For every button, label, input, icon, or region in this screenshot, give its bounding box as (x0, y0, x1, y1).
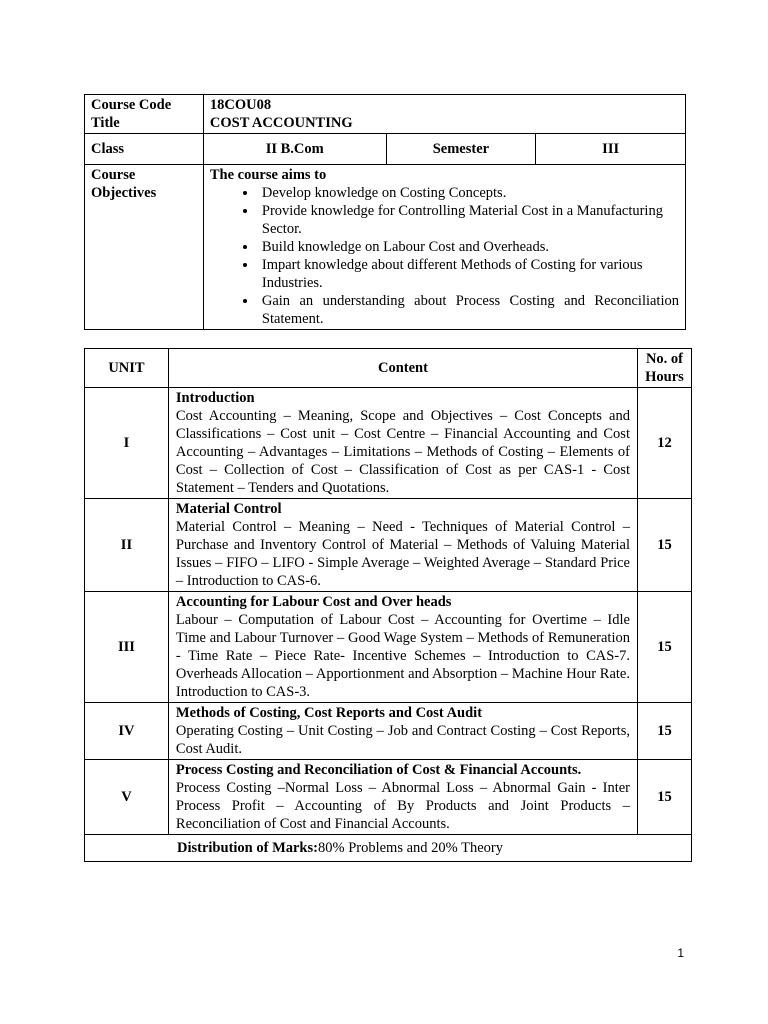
course-code-label: Course Code (91, 97, 172, 113)
unit-content (168, 499, 637, 592)
distribution-value: 80% Problems and 20% Theory (317, 840, 503, 856)
unit-header: UNIT (85, 349, 169, 388)
distribution-cell (85, 835, 692, 862)
page-number: 1 (677, 946, 684, 960)
course-code-value: 18COU08 (209, 97, 272, 113)
unit-content (168, 760, 637, 835)
objectives-label-line2: Objectives (91, 185, 157, 201)
unit-number: IV (85, 703, 169, 760)
unit-title: Methods of Costing, Cost Reports and Cost Audit (175, 705, 483, 721)
objectives-label (85, 165, 204, 330)
objectives-cell (203, 165, 685, 330)
class-value: II B.Com (203, 134, 386, 165)
unit-hours: 15 (637, 703, 691, 760)
unit-content (168, 703, 637, 760)
unit-row (85, 499, 692, 592)
unit-description: Operating Costing – Unit Costing – Job and Contract Costing – Cost Reports, Cost Audit. (175, 723, 630, 757)
objectives-label-line1: Course (91, 167, 136, 183)
hours-header: No. of Hours (637, 349, 691, 388)
unit-hours: 15 (637, 760, 691, 835)
unit-number: III (85, 592, 169, 703)
course-title-value: COST ACCOUNTING (209, 115, 353, 131)
semester-value: III (536, 134, 686, 165)
unit-content (168, 592, 637, 703)
course-info-table (84, 94, 686, 330)
unit-number: II (85, 499, 169, 592)
objective-item: • Develop knowledge on Costing Concepts. (258, 184, 679, 202)
unit-description: Process Costing –Normal Loss – Abnormal Loss – Abnormal Gain - Inter Process Profit – Accounting of By Products and Joint Products – Reconciliation of Cost and Financial Accounts. (175, 780, 630, 832)
objectives-intro: The course aims to (209, 167, 327, 183)
objective-item: • Build knowledge on Labour Cost and Overheads. (258, 238, 679, 256)
course-code-title-labels (85, 95, 204, 134)
objective-item: • Impart knowledge about different Methods of Costing for various Industries. (258, 256, 679, 292)
distribution-row (85, 835, 692, 862)
unit-row (85, 388, 692, 499)
course-code-title-values (203, 95, 685, 134)
content-header: Content (168, 349, 637, 388)
unit-hours: 15 (637, 592, 691, 703)
unit-row (85, 592, 692, 703)
unit-row (85, 703, 692, 760)
unit-description: Material Control – Meaning – Need - Techniques of Material Control – Purchase and Inventory Control of Material – Methods of Valuing Material Issues – FIFO – LIFO - Simple Average – Weighted Average – Standard Price – Introduction to CAS-6. (175, 519, 630, 589)
unit-number: I (85, 388, 169, 499)
units-table (84, 348, 692, 862)
unit-description: Cost Accounting – Meaning, Scope and Objectives – Cost Concepts and Classifications – Cost unit – Cost Centre – Financial Accounting and Cost Accounting – Advantages – Limitations – Methods of Costing – Elements of Cost – Collection of Cost – Classification of Cost as per CAS-1 - Cost Statement – Tenders and Quotations. (175, 408, 630, 496)
distribution-label: Distribution of Marks: (177, 840, 318, 856)
unit-content (168, 388, 637, 499)
unit-hours: 15 (637, 499, 691, 592)
unit-title: Introduction (175, 390, 255, 406)
objective-item: • Gain an understanding about Process Costing and Reconciliation Statement. (258, 292, 679, 328)
unit-row (85, 760, 692, 835)
semester-label: Semester (386, 134, 536, 165)
objectives-list (210, 184, 679, 328)
unit-title: Process Costing and Reconciliation of Cost & Financial Accounts. (175, 762, 582, 778)
unit-hours: 12 (637, 388, 691, 499)
title-label: Title (91, 115, 120, 131)
class-label: Class (85, 134, 204, 165)
unit-title: Accounting for Labour Cost and Over heads (175, 594, 452, 610)
unit-title: Material Control (175, 501, 282, 517)
unit-number: V (85, 760, 169, 835)
objective-item: • Provide knowledge for Controlling Material Cost in a Manufacturing Sector. (258, 202, 679, 238)
unit-description: Labour – Computation of Labour Cost – Accounting for Overtime – Idle Time and Labour Turnover – Good Wage System – Methods of Remuneration - Time Rate – Piece Rate- Incentive Schemes – Introduction to CAS-7. Overheads Allocation – Apportionment and Absorption – Machine Hour Rate. Introduction to CAS-3. (175, 612, 630, 700)
